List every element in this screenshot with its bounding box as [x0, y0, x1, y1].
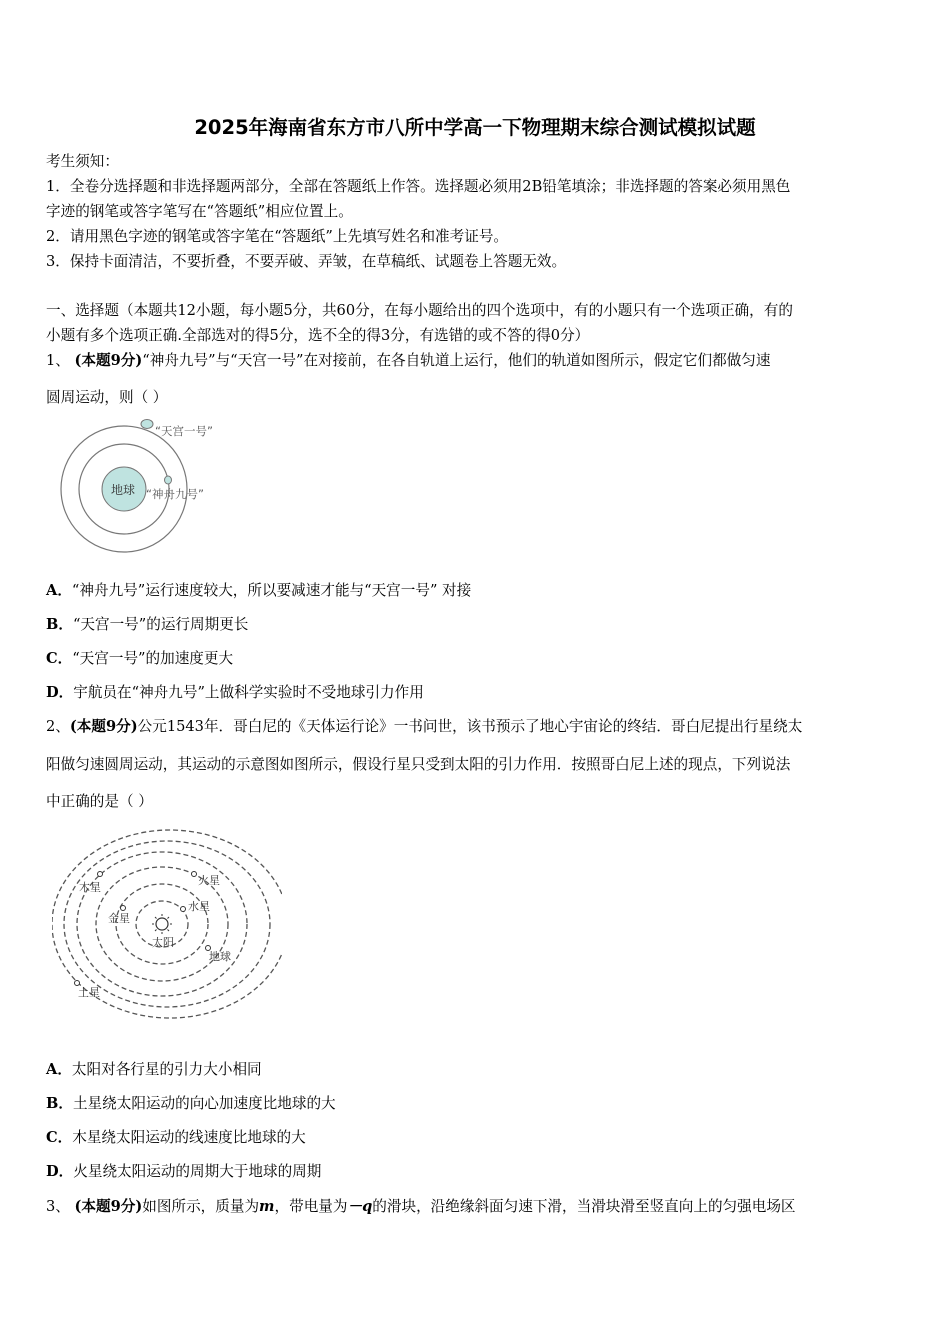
question-2-stem-cont: 中正确的是（ ）	[46, 793, 153, 810]
earth-label: 地球	[111, 483, 136, 497]
option-text: 宇航员在“神舟九号”上做科学实验时不受地球引力作用	[73, 684, 424, 701]
option-b	[46, 615, 910, 635]
notice-heading: 考生须知：	[46, 153, 119, 170]
option-c	[46, 649, 910, 669]
option-text: 木星绕太阳运动的线速度比地球的大	[72, 1129, 306, 1146]
question-number: 2、	[46, 718, 70, 735]
shenzhou-icon	[165, 476, 172, 484]
notice-item: 3．保持卡面清洁，不要折叠，不要弄破、弄皱，在草稿纸、试题卷上答题无效。	[46, 253, 567, 270]
solar-system-figure	[52, 828, 282, 1028]
question-text: ，带电量为	[274, 1198, 348, 1215]
question-1-stem	[46, 351, 910, 371]
question-text: 公元1543年．哥白尼的《天体运行论》一书问世，该书预示了地心宇宙论的终结．哥白尼提出行星绕太	[137, 718, 803, 735]
option-label: C．	[46, 650, 73, 667]
option-label: C．	[46, 1129, 73, 1146]
variable-q: －q	[347, 1198, 373, 1215]
option-c	[46, 1128, 910, 1148]
question-1-stem-cont: 圆周运动，则（ ）	[46, 389, 168, 406]
section-instructions: 小题有多个选项正确.全部选对的得5分，选不全的得3分，有选错的或不答的得0分）	[46, 327, 590, 344]
tiangong-icon	[141, 420, 153, 429]
notice-item: 字迹的钢笔或答字笔写在“答题纸”相应位置上。	[46, 203, 353, 220]
option-d	[46, 683, 910, 703]
option-text: “天宫一号”的运行周期更长	[72, 616, 249, 633]
option-text: “天宫一号”的加速度更大	[72, 650, 234, 667]
question-points: (本题9分)	[74, 1198, 143, 1215]
option-label: A．	[46, 1061, 72, 1078]
question-number: 1、	[46, 352, 70, 369]
option-label: B．	[46, 616, 73, 633]
page-title: 2025年海南省东方市八所中学高一下物理期末综合测试模拟试题	[194, 116, 756, 139]
mars-label: 火星	[198, 874, 220, 887]
option-label: A．	[46, 582, 72, 599]
option-label: D．	[46, 1163, 74, 1180]
option-text: 火星绕太阳运动的周期大于地球的周期	[73, 1163, 322, 1180]
option-a	[46, 1060, 910, 1080]
question-2-stem	[46, 717, 910, 737]
option-text: 太阳对各行星的引力大小相同	[71, 1061, 262, 1078]
option-label: D．	[46, 684, 74, 701]
mercury-icon	[181, 907, 186, 912]
mars-icon	[192, 872, 197, 877]
notice-item: 1．全卷分选择题和非选择题两部分，全部在答题纸上作答。选择题必须用2B铅笔填涂；非选择题的答案必须用黑色	[46, 178, 791, 195]
question-2-stem-cont: 阳做匀速圆周运动，其运动的示意图如图所示，假设行星只受到太阳的引力作用．按照哥白尼上述的现点，下列说法	[46, 756, 791, 773]
option-d	[46, 1162, 910, 1182]
jupiter-icon	[98, 872, 103, 877]
saturn-icon	[75, 981, 80, 986]
question-3-stem	[46, 1197, 910, 1217]
sun-label: 太阳	[152, 936, 174, 949]
shenzhou-label: “神舟九号”	[146, 487, 204, 501]
jupiter-label: 木星	[79, 881, 101, 894]
orbit-figure	[58, 414, 238, 564]
option-b	[46, 1094, 910, 1114]
question-text: 的滑块，沿绝缘斜面匀速下滑，当滑块滑至竖直向上的匀强电场区	[372, 1198, 796, 1215]
mercury-label: 水星	[188, 900, 210, 913]
question-points: (本题9分)	[74, 352, 143, 369]
option-a	[46, 581, 910, 601]
question-points: (本题9分)	[69, 718, 138, 735]
venus-label: 金星	[108, 912, 130, 925]
option-label: B．	[46, 1095, 73, 1112]
option-text: “神舟九号”运行速度较大，所以要减速才能与“天宫一号” 对接	[71, 582, 472, 599]
earth-planet-label: 地球	[209, 950, 231, 963]
question-text: “神舟九号”与“天宫一号”在对接前，在各自轨道上运行，他们的轨道如图所示，假定它们都做匀速	[142, 352, 771, 369]
notice-item: 2．请用黑色字迹的钢笔或答字笔在“答题纸”上先填写姓名和准考证号。	[46, 228, 509, 245]
sun-icon	[156, 918, 168, 930]
venus-icon	[121, 906, 126, 911]
tiangong-label: “天宫一号”	[155, 424, 213, 438]
variable-m: m	[259, 1198, 275, 1215]
question-number: 3、	[46, 1198, 70, 1215]
section-instructions: 一、选择题（本题共12小题，每小题5分，共60分，在每小题给出的四个选项中，有的小题只有一个选项正确，有的	[46, 302, 793, 319]
question-text: 如图所示，质量为	[142, 1198, 260, 1215]
option-text: 土星绕太阳运动的向心加速度比地球的大	[72, 1095, 336, 1112]
saturn-label: 土星	[78, 986, 100, 999]
